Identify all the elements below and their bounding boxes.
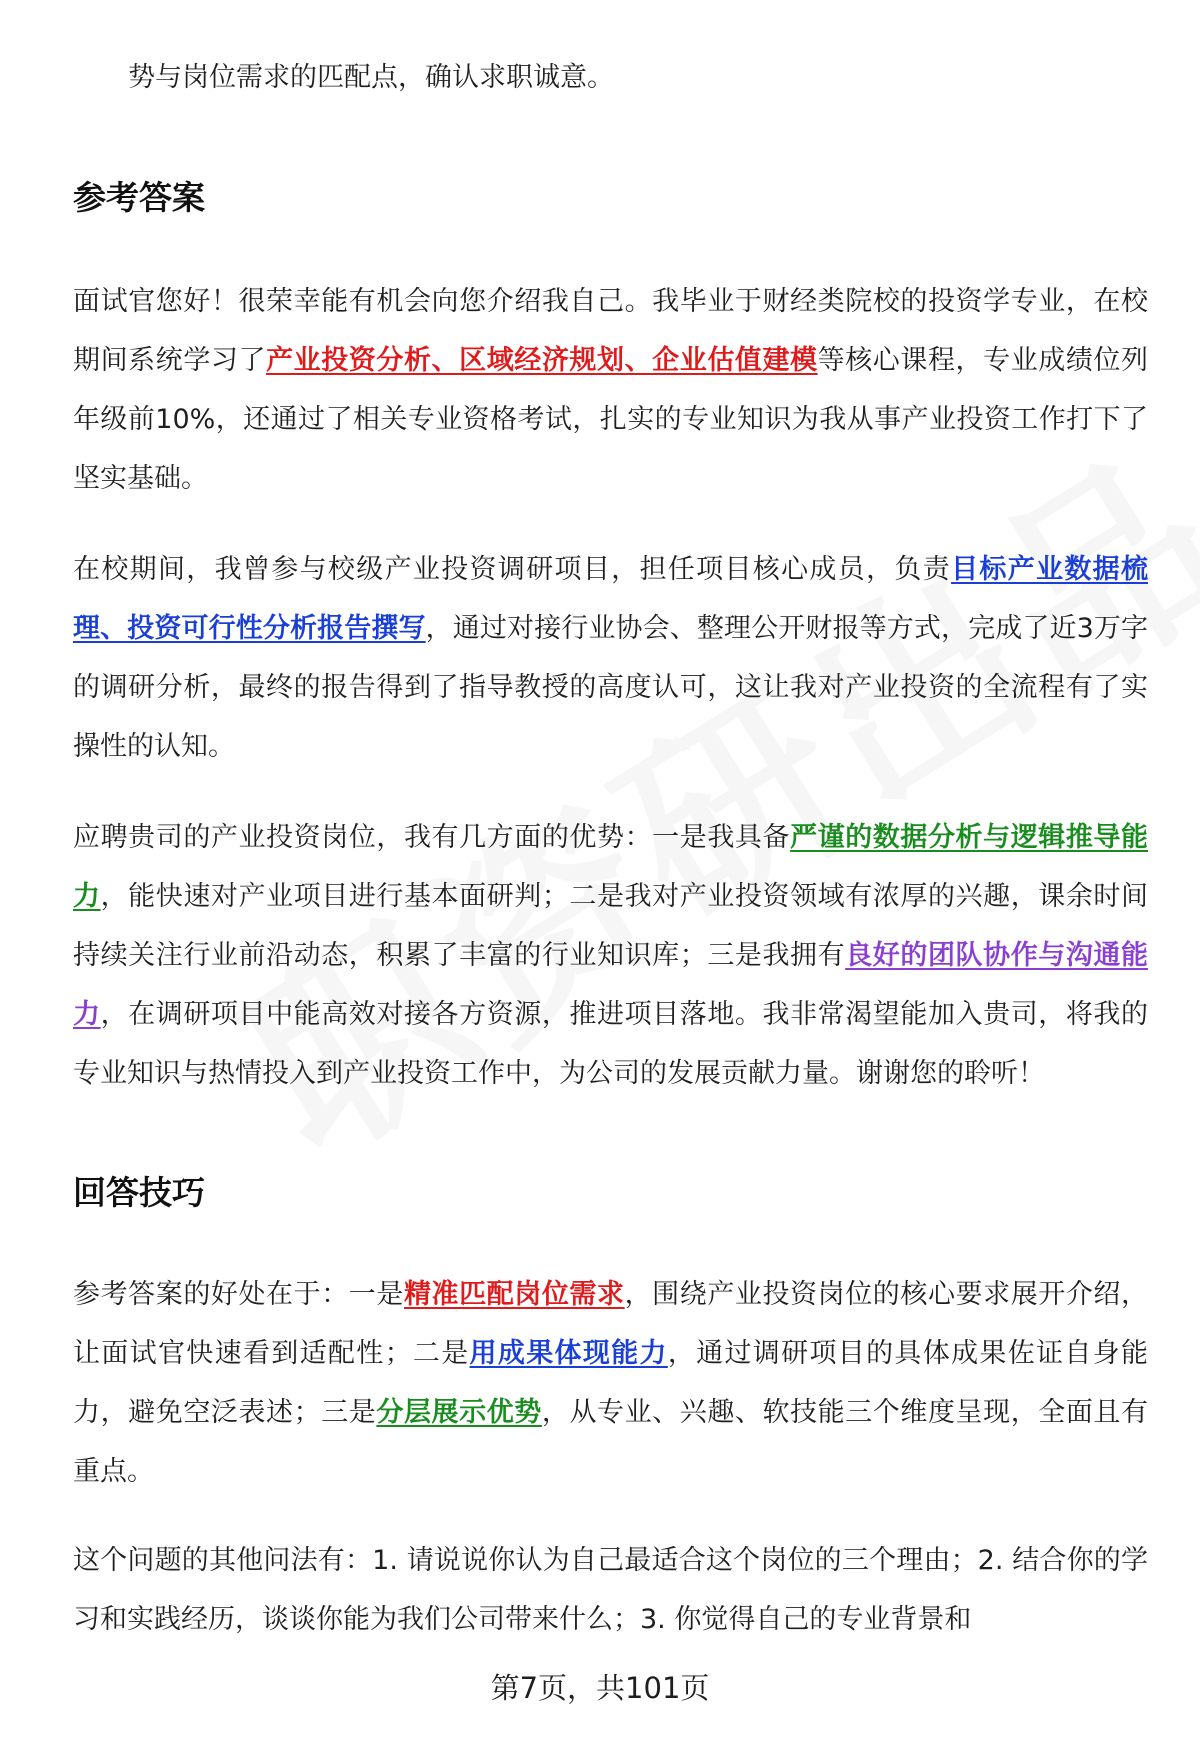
answer-paragraph-3 — [73, 808, 1148, 1103]
text: ，从专业、兴趣、软技能三个维度呈现，全面且有重点。 — [73, 1397, 1149, 1487]
text: ，在调研项目中能高效对接各方资源，推进项目落地。我非常渴望能加入贵司，将我的专业知识与热情投入到产业投资工作中，为公司的发展贡献力量。谢谢您的聆听！ — [73, 999, 1149, 1089]
document-page — [73, 0, 1148, 1649]
tips-paragraph-1 — [73, 1265, 1148, 1501]
highlight-project-duties: 目标产业数据梳理、投资可行性分析报告撰写 — [73, 554, 1149, 644]
text: ，通过调研项目的具体成果佐证自身能力，避免空泛表述；三是 — [73, 1338, 1149, 1428]
answer-paragraph-1 — [73, 272, 1148, 508]
highlight-layered-strengths: 分层展示优势 — [376, 1397, 542, 1428]
page-number: 第7页，共101页 — [490, 1671, 710, 1705]
highlight-results-ability: 用成果体现能力 — [469, 1338, 668, 1369]
section-heading-tips: 回答技巧 — [73, 1173, 205, 1212]
tips-paragraph-2: 这个问题的其他问法有：1. 请说说你认为自己最适合这个岗位的三个理由；2. 结合你的学习和实践经历，谈谈你能为我们公司带来什么；3. 你觉得自己的专业背景和 — [73, 1545, 1148, 1635]
text: 参考答案的好处在于：一是 — [73, 1279, 404, 1310]
highlight-teamwork: 良好的团队协作与沟通能力 — [73, 940, 1149, 1030]
text: 在校期间，我曾参与校级产业投资调研项目，担任项目核心成员，负责 — [73, 554, 952, 585]
text: ，围绕产业投资岗位的核心要求展开介绍，让面试官快速看到适配性；二是 — [73, 1279, 1149, 1369]
text: ，通过对接行业协会、整理公开财报等方式，完成了近3万字的调研分析，最终的报告得到了指导教授的高度认可，这让我对产业投资的全流程有了实操性的认知。 — [73, 613, 1148, 762]
answer-paragraph-2 — [73, 540, 1148, 776]
text: 应聘贵司的产业投资岗位，我有几方面的优势：一是我具备 — [73, 822, 791, 853]
highlight-match-requirements: 精准匹配岗位需求 — [403, 1279, 625, 1310]
continuation-text: 势与岗位需求的匹配点，确认求职诚意。 — [128, 62, 614, 93]
text: 等核心课程，专业成绩位列年级前10%，还通过了相关专业资格考试，扎实的专业知识为我从事产业投资工作打下了坚实基础。 — [73, 345, 1149, 494]
highlight-courses: 产业投资分析、区域经济规划、企业估值建模 — [266, 345, 818, 376]
text: 面试官您好！很荣幸能有机会向您介绍我自己。我毕业于财经类院校的投资学专业，在校期间系统学习了 — [73, 286, 1148, 376]
highlight-analysis-ability: 严谨的数据分析与逻辑推导能力 — [73, 822, 1149, 912]
section-heading-answer: 参考答案 — [73, 178, 205, 217]
text: ，能快速对产业项目进行基本面研判；二是我对产业投资领域有浓厚的兴趣，课余时间持续关注行业前沿动态，积累了丰富的行业知识库；三是我拥有 — [73, 881, 1149, 971]
